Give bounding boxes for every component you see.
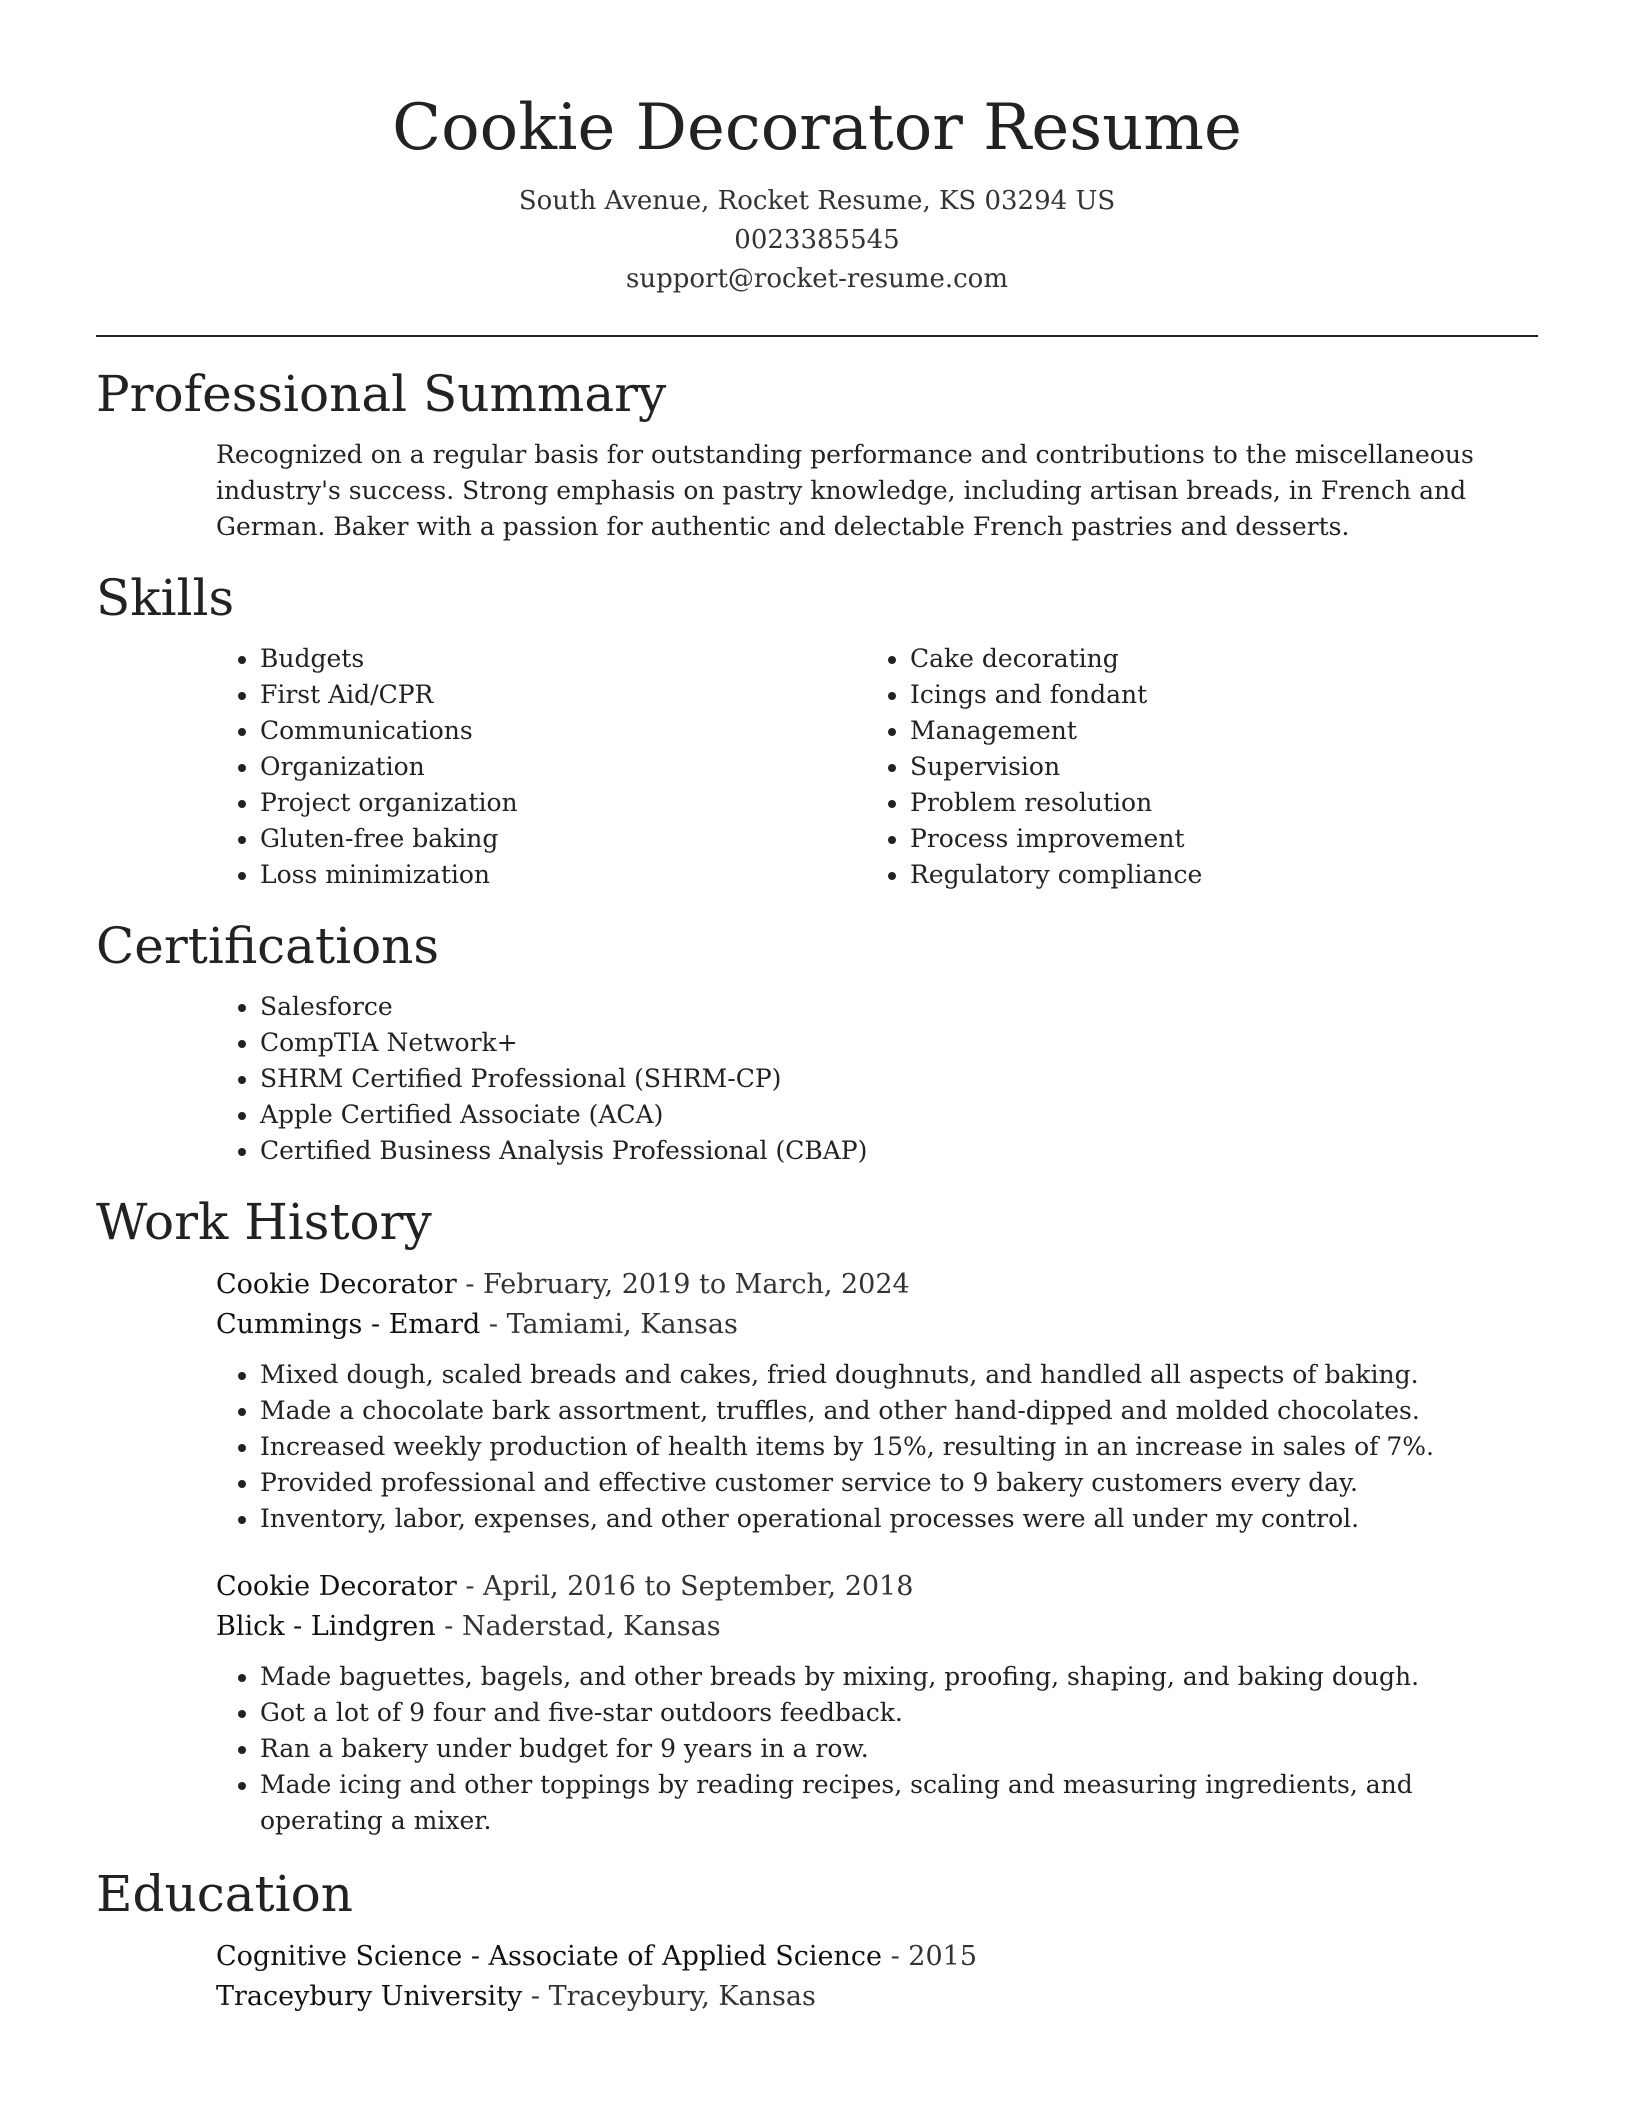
job-bullet: • Ran a bakery under budget for 9 years in a row. [260,1731,1538,1767]
work-history-section [96,1191,1538,1839]
job-dates: - April, 2016 to September, 2018 [456,1571,914,1602]
skill-item: • Organization [260,749,866,785]
summary-text: Recognized on a regular basis for outstanding performance and contributions to the miscellaneous industry's success. Strong emphasis on pastry knowledge, including artisan breads, in French and German. Baker with a passion for authentic and delectable French pastries and desserts. [216,440,1474,541]
summary-heading: Professional Summary [96,365,667,423]
certification-item: • Apple Certified Associate (ACA) [260,1097,1538,1133]
education-degree: Cognitive Science - Associate of Applied Science [216,1941,882,1972]
skill-item: • Process improvement [910,821,1538,857]
work-history-heading: Work History [96,1193,432,1251]
job-role: Cookie Decorator [216,1269,457,1300]
job-bullet: • Provided professional and effective customer service to 9 bakery customers every day. [260,1465,1538,1501]
job-title-line [216,1265,1538,1305]
skill-item: • Supervision [910,749,1538,785]
education-degree-line [216,1937,1538,1977]
skill-item: • Icings and fondant [910,677,1538,713]
contact-block [96,182,1538,299]
resume-page [96,0,1538,2017]
job-location: - Tamiami, Kansas [480,1309,738,1340]
education-section [96,1863,1538,2017]
skill-item: • Regulatory compliance [910,857,1538,893]
job-bullet: • Mixed dough, scaled breads and cakes, fried doughnuts, and handled all aspects of baking. [260,1357,1538,1393]
education-school-line [216,1977,1538,2017]
certification-item: • Certified Business Analysis Professional (CBAP) [260,1133,1538,1169]
skill-item: • Loss minimization [260,857,866,893]
certification-item: • Salesforce [260,989,1538,1025]
job-bullet: • Made icing and other toppings by reading recipes, scaling and measuring ingredients, and operating a mixer. [260,1767,1538,1839]
skill-item: • Problem resolution [910,785,1538,821]
job-bullets [216,1659,1538,1839]
education-entry [96,1937,1538,2017]
job-bullets [216,1357,1538,1537]
summary-section [96,363,1538,545]
job-bullet: • Made a chocolate bark assortment, truffles, and other hand-dipped and molded chocolates. [260,1393,1538,1429]
skills-list-left [216,641,866,893]
header-divider [96,335,1538,337]
skill-item: • Project organization [260,785,866,821]
certifications-section [96,915,1538,1169]
contact-phone: 0023385545 [734,225,900,255]
skills-list-right [866,641,1538,893]
certifications-heading: Certifications [96,917,440,975]
job-company-line [216,1305,1538,1345]
skill-item: • Budgets [260,641,866,677]
job-title-line [216,1567,1538,1607]
certification-item: • CompTIA Network+ [260,1025,1538,1061]
job-company: Blick - Lindgren [216,1611,436,1642]
job-bullet: • Made baguettes, bagels, and other breads by mixing, proofing, shaping, and baking dough. [260,1659,1538,1695]
skill-item: • Management [910,713,1538,749]
job-bullet: • Inventory, labor, expenses, and other operational processes were all under my control. [260,1501,1538,1537]
skills-heading: Skills [96,569,235,627]
skills-section [96,567,1538,893]
job-bullet: • Got a lot of 9 four and five-star outdoors feedback. [260,1695,1538,1731]
education-heading: Education [96,1865,353,1923]
skills-grid [96,641,1538,893]
job-entry [96,1567,1538,1839]
skill-item: • Cake decorating [910,641,1538,677]
job-company-line [216,1607,1538,1647]
job-entry [96,1265,1538,1537]
education-school: Traceybury University [216,1981,523,2012]
resume-title: Cookie Decorator Resume [392,91,1242,165]
certification-item: • SHRM Certified Professional (SHRM-CP) [260,1061,1538,1097]
job-role: Cookie Decorator [216,1571,457,1602]
skill-item: • First Aid/CPR [260,677,866,713]
certifications-list [216,989,1538,1169]
education-year: - 2015 [882,1941,978,1972]
job-dates: - February, 2019 to March, 2024 [456,1269,910,1300]
job-company: Cummings - Emard [216,1309,481,1340]
skill-item: • Gluten-free baking [260,821,866,857]
skill-item: • Communications [260,713,866,749]
contact-email: support@rocket-resume.com [625,264,1008,294]
job-bullet: • Increased weekly production of health items by 15%, resulting in an increase in sales of 7%. [260,1429,1538,1465]
job-location: - Naderstad, Kansas [435,1611,721,1642]
resume-header [96,0,1538,299]
contact-address: South Avenue, Rocket Resume, KS 03294 US [518,186,1116,216]
education-location: - Traceybury, Kansas [522,1981,816,2012]
